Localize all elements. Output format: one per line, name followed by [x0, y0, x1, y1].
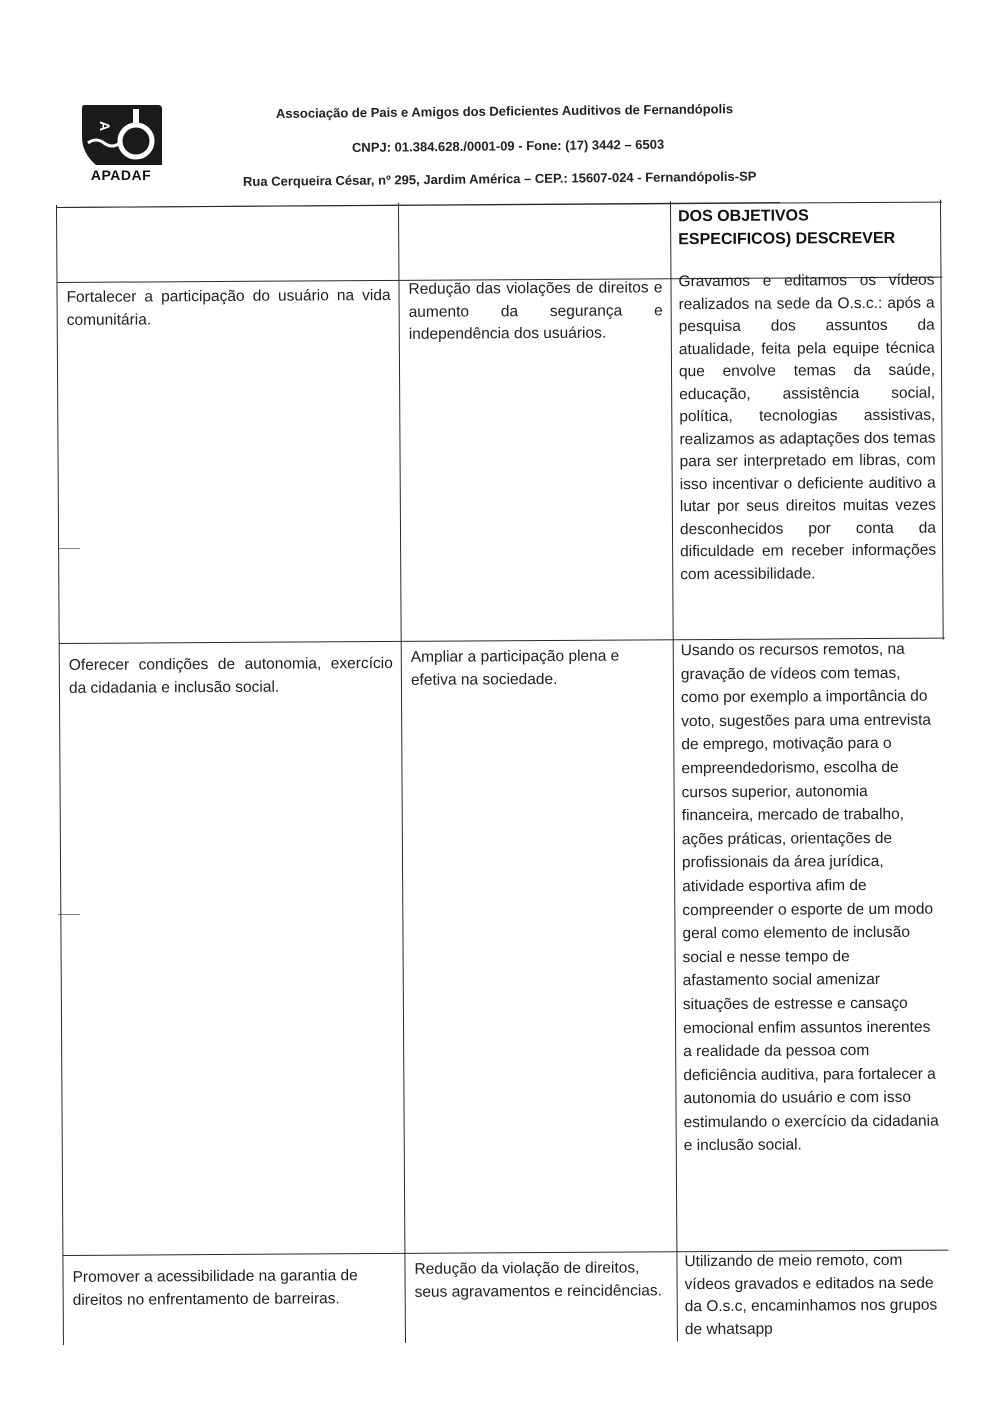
table-border-left — [56, 205, 64, 1345]
org-name: Associação de Pais e Amigos dos Deficientes Auditivos de Fernandópolis — [275, 101, 734, 121]
cnpj-phone: CNPJ: 01.384.628./0001-09 - Fone: (17) 3442 – 6503 — [351, 136, 665, 155]
org-address: Rua Cerqueira César, nº 295, Jardim América – CEP.: 15607-024 - Fernandópolis-SP — [242, 168, 757, 189]
table-header-col3-line1: DOS OBJETIVOS — [678, 207, 809, 226]
table-header-col1 — [66, 209, 390, 211]
table-header-col2 — [408, 207, 662, 209]
logo-letter: A — [97, 121, 113, 132]
row3-description: Utilizando de meio remoto, com vídeos gravados e editados na sede da O.s.c, encaminhamos nos grupos de whatsapp — [684, 1251, 938, 1338]
row3-result: Redução da violação de direitos, seus agravamentos e reincidências. — [414, 1259, 662, 1301]
table-column-divider — [398, 203, 406, 1343]
table-column-divider — [670, 201, 678, 1341]
logo-text: APADAF — [90, 167, 152, 183]
table-border-right — [940, 200, 944, 640]
apadaf-logo — [76, 103, 166, 185]
row1-result: Redução das violações de direitos e aumento da segurança e independência dos usuários. — [408, 279, 663, 343]
row1-description: Gravamos e editamos os vídeos realizados na sede da O.s.c.: após a pesquisa dos assuntos da atualidade, feita pela equipe técnica que envolve temas da saúde, educação, assistência social, política, tecnologias assistivas, realizamos as adaptações dos temas para ser interpretado em libras, com isso incentivar o deficiente auditivo a lutar por seus direitos muitas vezes desconhecidos por conta da dificuldade em receber informações com acessibilidade. — [678, 271, 937, 583]
table-header-col3 — [678, 204, 934, 252]
activities-table — [56, 200, 949, 1345]
table-header-col3-line2: ESPECIFICOS) DESCREVER — [678, 229, 896, 249]
row2-result: Ampliar a participação plena e efetiva na sociedade. — [410, 647, 620, 689]
row1-objective: Fortalecer a participação do usuário na vida comunitária. — [66, 286, 391, 329]
row2-description: Usando os recursos remotos, na gravação de vídeos com temas, como por exemplo a importância do voto, sugestões para uma entrevista de emprego, motivação para o empreendedorismo, escolha de cursos superior, autonomia financeira, mercado de trabalho, ações práticas, orientações de profissionais da área jurídica, atividade esportiva afim de compreender o esporte de um modo geral como elemento de inclusão social e nesse tempo de afastamento social amenizar situações de estresse e cansaço emocional enfim assuntos inerentes a realidade da pessoa com deficiência auditiva, para fortalecer a autonomia do usuário e com isso estimulando o exercício da cidadania e inclusão social. — [680, 640, 939, 1155]
row3-objective: Promover a acessibilidade na garantia de direitos no enfrentamento de barreiras. — [72, 1267, 358, 1309]
row2-objective: Oferecer condições de autonomia, exercício da cidadania e inclusão social. — [68, 654, 393, 697]
logo-mark-icon — [78, 103, 164, 169]
